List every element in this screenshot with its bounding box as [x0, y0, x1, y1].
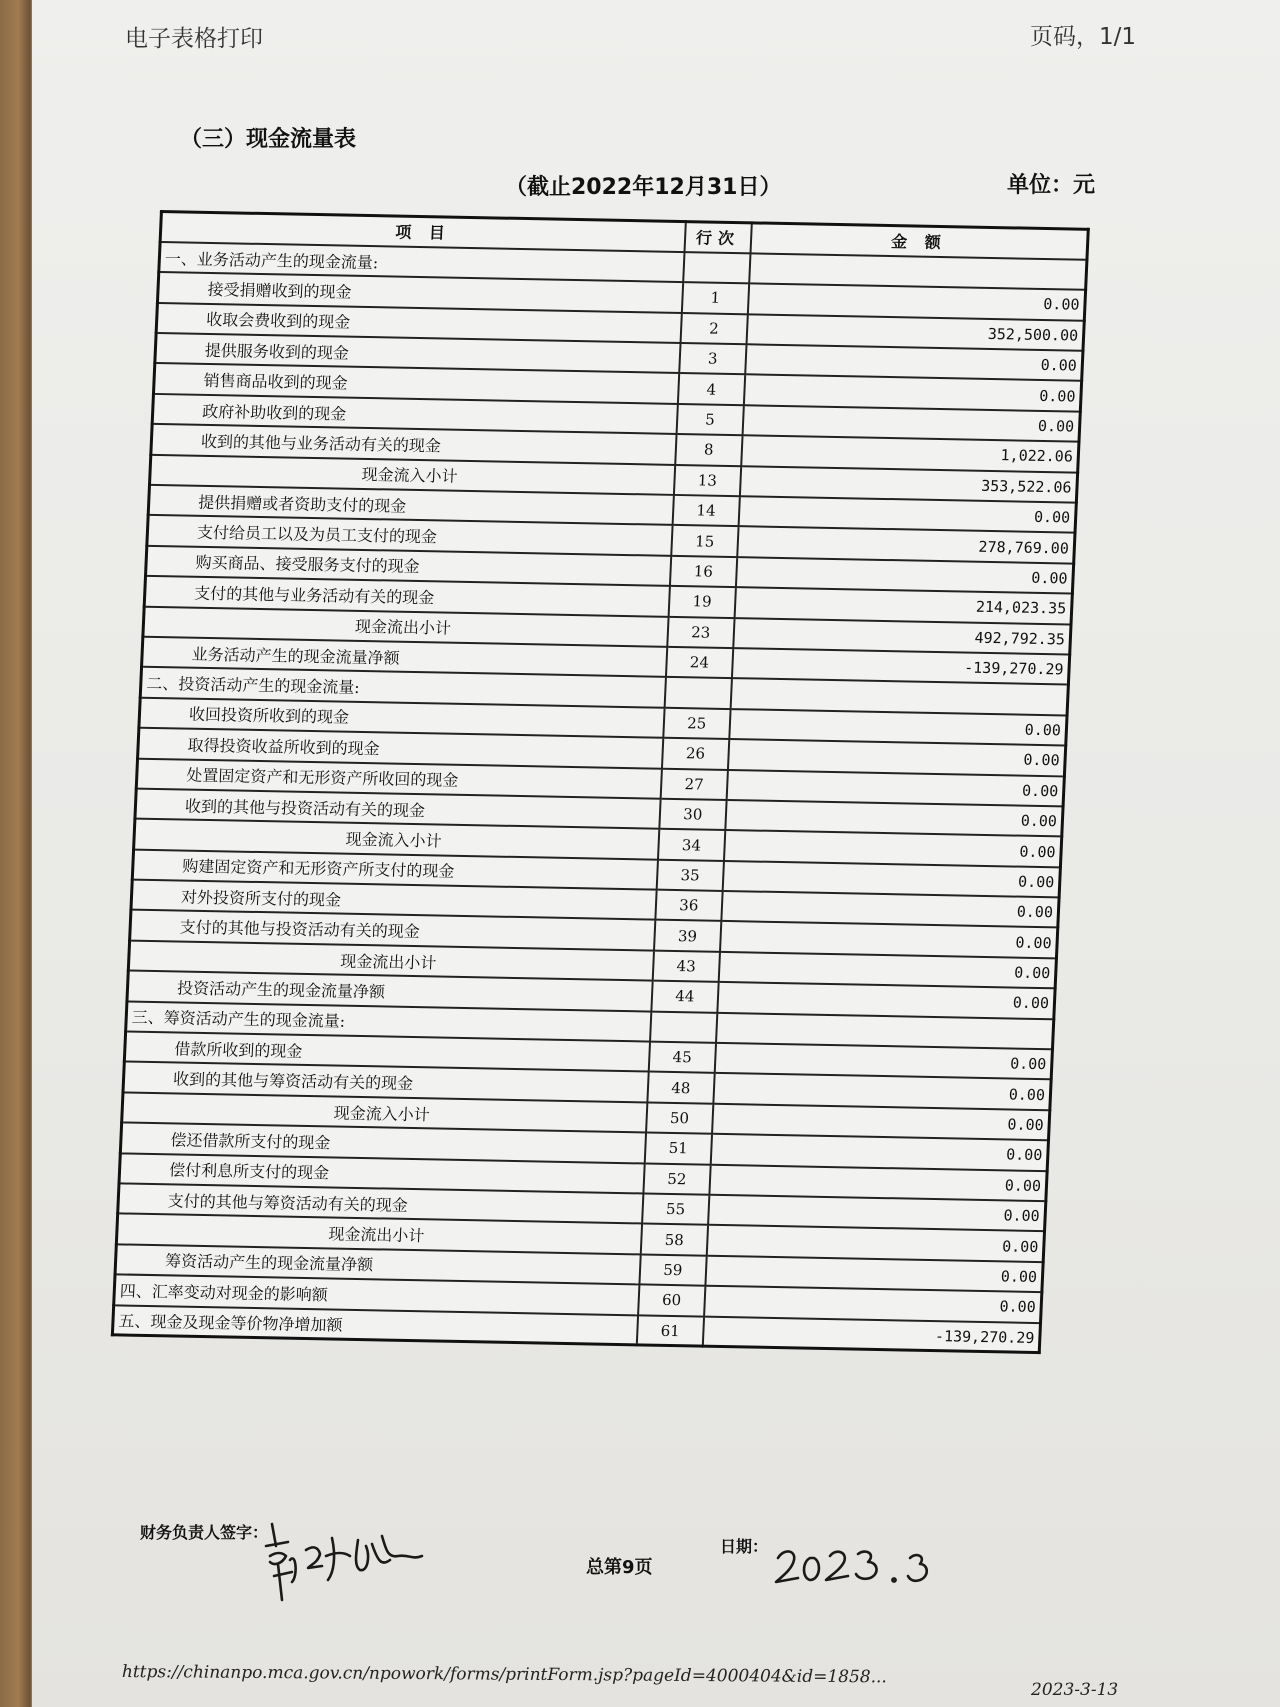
row-line-number: 52: [643, 1163, 710, 1195]
row-line-number: 16: [670, 556, 737, 588]
report-period: （截止2022年12月31日）: [505, 175, 782, 200]
row-line-number: 24: [666, 647, 733, 679]
row-item-label: 现金流入小计: [134, 819, 660, 859]
row-line-number: 39: [654, 920, 721, 952]
signature-label: 财务负责人签字：: [140, 1523, 269, 1542]
row-amount: 278,769.00: [737, 527, 1075, 564]
row-amount: 0.00: [708, 1195, 1046, 1232]
row-amount: 0.00: [720, 921, 1058, 958]
row-amount: 0.00: [710, 1134, 1048, 1171]
row-line-number: 4: [678, 373, 745, 405]
row-item-label: 销售商品收到的现金: [153, 363, 679, 403]
row-line-number: 14: [672, 495, 739, 527]
row-item-label: 收取会费收到的现金: [156, 303, 682, 343]
row-item-label: 现金流入小计: [150, 454, 676, 494]
row-item-label: 支付的其他与筹资活动有关的现金: [118, 1183, 644, 1223]
page-number: 页码，1/1: [1030, 24, 1137, 50]
row-line-number: 43: [653, 950, 720, 982]
row-line-number: 35: [657, 859, 724, 891]
currency-unit: 单位：元: [1007, 173, 1096, 198]
row-item-label: 现金流入小计: [122, 1092, 648, 1132]
row-item-label: 业务活动产生的现金流量净额: [142, 637, 668, 677]
row-amount: 0.00: [709, 1164, 1047, 1201]
row-item-label: 取得投资收益所收到的现金: [138, 728, 664, 768]
row-line-number: 45: [649, 1042, 716, 1074]
row-line-number: 19: [669, 586, 736, 618]
row-item-label: 四、汇率变动对现金的影响额: [114, 1275, 640, 1315]
column-header-amount: 金 额: [750, 223, 1088, 260]
row-item-label: 投资活动产生的现金流量净额: [127, 971, 653, 1011]
row-line-number: 5: [676, 404, 743, 436]
cash-flow-table: [111, 210, 1090, 1355]
row-item-label: 二、投资活动产生的现金流量:: [140, 667, 666, 707]
row-line-number: 51: [645, 1133, 712, 1165]
row-item-label: 收到的其他与筹资活动有关的现金: [123, 1062, 649, 1102]
row-line-number: 60: [638, 1285, 705, 1317]
row-amount: 0.00: [714, 1043, 1052, 1080]
row-item-label: 现金流出小计: [116, 1214, 642, 1254]
row-line-number: 8: [675, 434, 742, 466]
row-amount: 0.00: [729, 709, 1067, 746]
row-amount: 0.00: [705, 1255, 1043, 1292]
date-label: 日期：: [720, 1537, 769, 1556]
row-line-number: 15: [671, 525, 738, 557]
row-item-label: 偿付利息所支付的现金: [119, 1153, 645, 1193]
row-amount: 0.00: [713, 1073, 1051, 1110]
row-item-label: 支付的其他与业务活动有关的现金: [144, 576, 670, 616]
row-line-number: 36: [655, 890, 722, 922]
row-item-label: 提供捐赠或者资助支付的现金: [148, 485, 674, 525]
row-line-number: [665, 677, 732, 709]
row-amount: 0.00: [717, 982, 1055, 1019]
row-item-label: 一、业务活动产生的现金流量:: [159, 242, 685, 282]
row-amount: 0.00: [718, 952, 1056, 989]
row-amount: -139,270.29: [702, 1316, 1040, 1353]
row-item-label: 购买商品、接受服务支付的现金: [146, 546, 672, 586]
row-amount: 1,022.06: [741, 435, 1079, 472]
row-item-label: 收回投资所收到的现金: [139, 697, 665, 737]
row-item-label: 五、现金及现金等价物净增加额: [112, 1305, 638, 1345]
row-amount: 0.00: [704, 1286, 1042, 1323]
row-line-number: 26: [662, 738, 729, 770]
row-line-number: 30: [659, 799, 726, 831]
row-amount: 0.00: [728, 739, 1066, 776]
row-amount: 0.00: [736, 557, 1074, 594]
row-amount: 0.00: [738, 496, 1076, 533]
row-line-number: 48: [647, 1072, 714, 1104]
row-amount: 0.00: [706, 1225, 1044, 1262]
row-item-label: 政府补助收到的现金: [152, 394, 678, 434]
row-item-label: 偿还借款所支付的现金: [120, 1123, 646, 1163]
row-amount: -139,270.29: [732, 648, 1070, 685]
print-header-title: 电子表格打印: [125, 26, 263, 52]
row-item-label: 购建固定资产和无形资产所支付的现金: [132, 849, 658, 889]
row-item-label: 三、筹资活动产生的现金流量:: [126, 1001, 652, 1041]
handwritten-date: [770, 1540, 940, 1600]
row-item-label: 现金流出小计: [128, 940, 654, 980]
handwritten-signature: [262, 1516, 462, 1626]
row-amount: 0.00: [712, 1104, 1050, 1141]
row-line-number: 23: [667, 616, 734, 648]
row-line-number: 25: [663, 708, 730, 740]
row-item-label: 对外投资所支付的现金: [131, 880, 657, 920]
row-item-label: 接受捐赠收到的现金: [157, 272, 683, 312]
row-item-label: 筹资活动产生的现金流量净额: [115, 1244, 641, 1284]
row-item-label: 收到的其他与投资活动有关的现金: [135, 789, 661, 829]
row-line-number: [683, 252, 750, 284]
row-item-label: 收到的其他与业务活动有关的现金: [151, 424, 677, 464]
row-amount: 0.00: [725, 800, 1063, 837]
page-total: 总第9页: [586, 1557, 653, 1578]
row-line-number: 27: [661, 768, 728, 800]
row-line-number: 13: [674, 465, 741, 497]
row-amount: 0.00: [745, 344, 1083, 381]
row-amount: 0.00: [722, 861, 1060, 898]
row-line-number: 2: [680, 313, 747, 345]
row-amount: 0.00: [721, 891, 1059, 928]
row-line-number: 1: [682, 282, 749, 314]
row-item-label: 支付的其他与投资活动有关的现金: [130, 910, 656, 950]
row-line-number: 50: [646, 1102, 713, 1134]
row-line-number: 3: [679, 343, 746, 375]
row-amount: 353,522.06: [740, 466, 1078, 503]
row-amount: 0.00: [744, 375, 1082, 412]
row-line-number: 59: [639, 1254, 706, 1286]
row-line-number: 61: [637, 1315, 704, 1347]
row-line-number: 58: [641, 1224, 708, 1256]
row-amount: 0.00: [724, 830, 1062, 867]
row-item-label: 现金流出小计: [143, 606, 669, 646]
row-item-label: 提供服务收到的现金: [155, 333, 681, 373]
row-line-number: 44: [651, 981, 718, 1013]
row-item-label: 支付给员工以及为员工支付的现金: [147, 515, 673, 555]
row-line-number: 34: [658, 829, 725, 861]
row-amount: 0.00: [748, 284, 1086, 321]
row-amount: 0.00: [726, 770, 1064, 807]
row-amount: 492,792.35: [733, 618, 1071, 655]
print-date: 2023-3-13: [1031, 1680, 1119, 1700]
row-line-number: [650, 1011, 717, 1043]
row-amount: 352,500.00: [746, 314, 1084, 351]
column-header-item: 项 目: [160, 212, 686, 252]
column-header-line: 行次: [684, 222, 751, 254]
row-amount: 0.00: [742, 405, 1080, 442]
row-item-label: 借款所收到的现金: [124, 1032, 650, 1072]
row-amount: 214,023.35: [734, 587, 1072, 624]
report-title: （三）现金流量表: [180, 127, 357, 152]
source-url: https://chinanpo.mca.gov.cn/npowork/forms/printForm.jsp?pageId=4000404&id=1858...: [121, 1662, 887, 1688]
row-line-number: 55: [642, 1193, 709, 1225]
row-item-label: 处置固定资产和无形资产所收回的现金: [136, 758, 662, 798]
